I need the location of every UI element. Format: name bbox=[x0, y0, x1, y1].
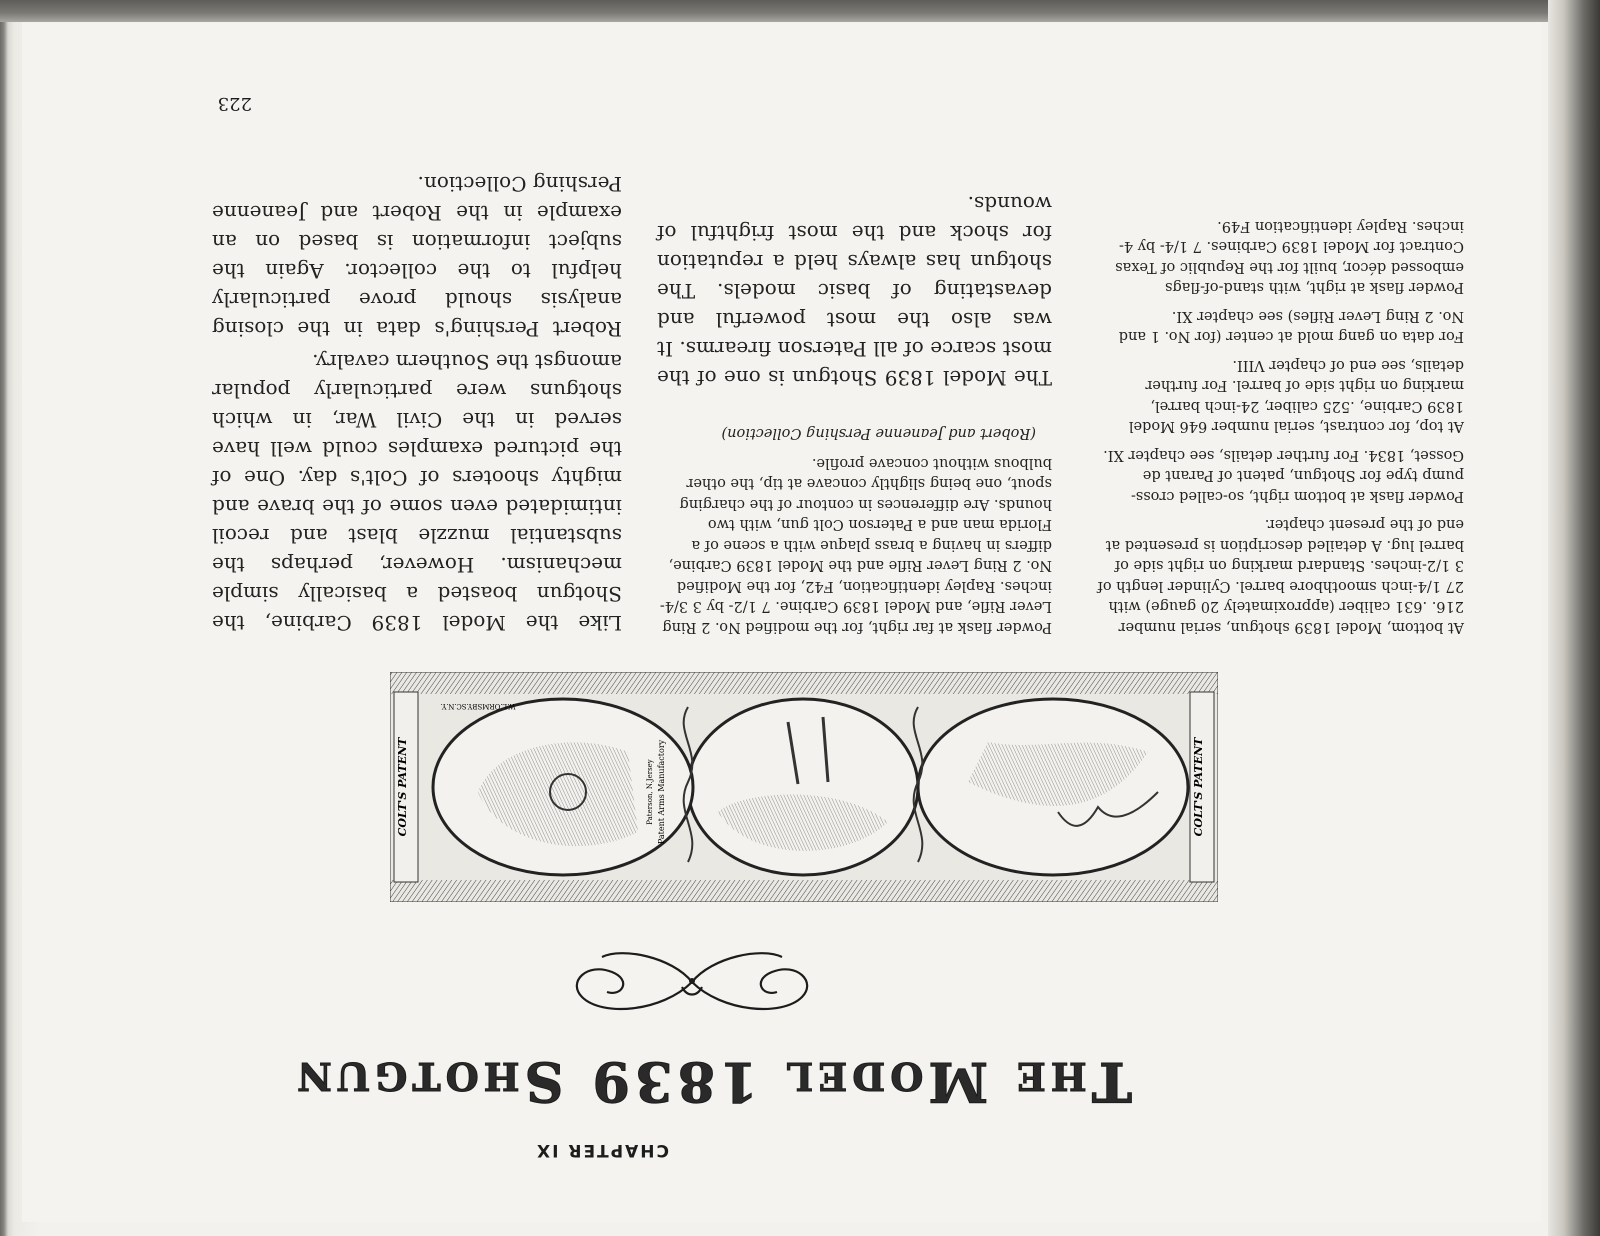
engraving-maker-line-2: Paterson, N.Jersey bbox=[646, 759, 654, 825]
engraving-maker-line-1: Patent Arms Manufactory bbox=[657, 739, 666, 845]
caption-paragraph: Powder flask at right, with stand-of-flags embossed décor, built for the Republic of Texas Contract for Model 1839 Carbines. 7 1/4- by 4-inches. Rapley identification F49. bbox=[1115, 218, 1464, 296]
caption-paragraph: At top, for contrast, serial number 646 Model 1839 Carbine, .525 caliber, 24-inch barrel, marking on right side of barrel. For further details, see end of chapter VIII. bbox=[1128, 357, 1464, 435]
engraved-cylinder-scene bbox=[390, 672, 1218, 902]
caption-paragraph: Powder flask at far right, for the modified No. 2 Ring Lever Rifle, and Model 1839 Carbine. 7 1/2- by 3 3/4-inches. Rapley identification, F42, for the Modified No. 2 Ring Lever Rifle and the Model 1839 Carbine, differs in having a brass plaque with a scene of a Florida man and a Paterson Colt gun, with two hounds. Are differences in contour of the charging spout, one being slightly concave at tip, the other bulbous without concave profile. bbox=[659, 455, 1052, 635]
chapter-label: CHAPTER IX bbox=[535, 1140, 669, 1160]
engraver-signature: W.L.ORMSBY.SC.N.Y. bbox=[440, 702, 516, 710]
body-paragraph: The Model 1839 Shotgun is one of the most scarce of all Paterson firearms. It was also the most powerful and devastating of basic models. The shotgun has always held a reputation for shock and the most frightful of wounds. bbox=[657, 192, 1052, 391]
caption-paragraph: For data on gang mold at center (for No. 1 and No. 2 Ring Lever Rifles) see chapter XI. bbox=[1118, 308, 1464, 345]
body-paragraph: Robert Pershing's data in the closing analysis should prove particularly helpful to the collector. Again the subject information is based on an example in the Robert and Jeanenne Pershing Collection. bbox=[212, 172, 622, 341]
caption-column-left bbox=[1094, 216, 1464, 638]
engraving-banner-right: COLT'S PATENT bbox=[396, 737, 409, 837]
engraving-panel-soldier bbox=[433, 699, 693, 875]
book-page-upside-down bbox=[22, 22, 1542, 1222]
collection-credit: (Robert and Jeanenne Pershing Collection) bbox=[721, 425, 1036, 442]
chapter-title: The Model 1839 Shotgun bbox=[292, 1050, 1132, 1114]
body-paragraph: Like the Model 1839 Carbine, the Shotgun boasted a basically simple mechanism. However, perhaps the substantial muzzle blast and recoil intimidated even some of the brave and mighty shooters of Colt's day. One of the pictured examples could well have served in the Civil War, in which shotguns were particularly popular amongst the Southern cavalry. bbox=[212, 350, 622, 635]
text-column-right bbox=[212, 169, 622, 637]
engraving-panel-hunters bbox=[688, 699, 918, 875]
book-spine-shadow bbox=[1548, 0, 1600, 1236]
caption-paragraph: At bottom, Model 1839 shotgun, serial number 216. .631 caliber (approximately 20 gauge) with 27 1/4-inch smoothbore barrel. Cylinder length of 3 1/2-inches. Standard marking on right side of barrel lug. A detailed description is presented at end of the present chapter. bbox=[1097, 516, 1464, 635]
caption-paragraph: Powder flask at bottom right, so-called cross-pump type for Shotgun, patent of Parant de Gosset, 1834. For further details, see chapter XI. bbox=[1103, 447, 1464, 504]
text-column-middle bbox=[657, 190, 1052, 638]
page-number: 223 bbox=[217, 93, 252, 114]
engraving-banner-left: COLT'S PATENT bbox=[1192, 737, 1205, 837]
engraving-panel-deer-hunt bbox=[918, 699, 1188, 875]
ornamental-flourish bbox=[542, 937, 842, 1027]
